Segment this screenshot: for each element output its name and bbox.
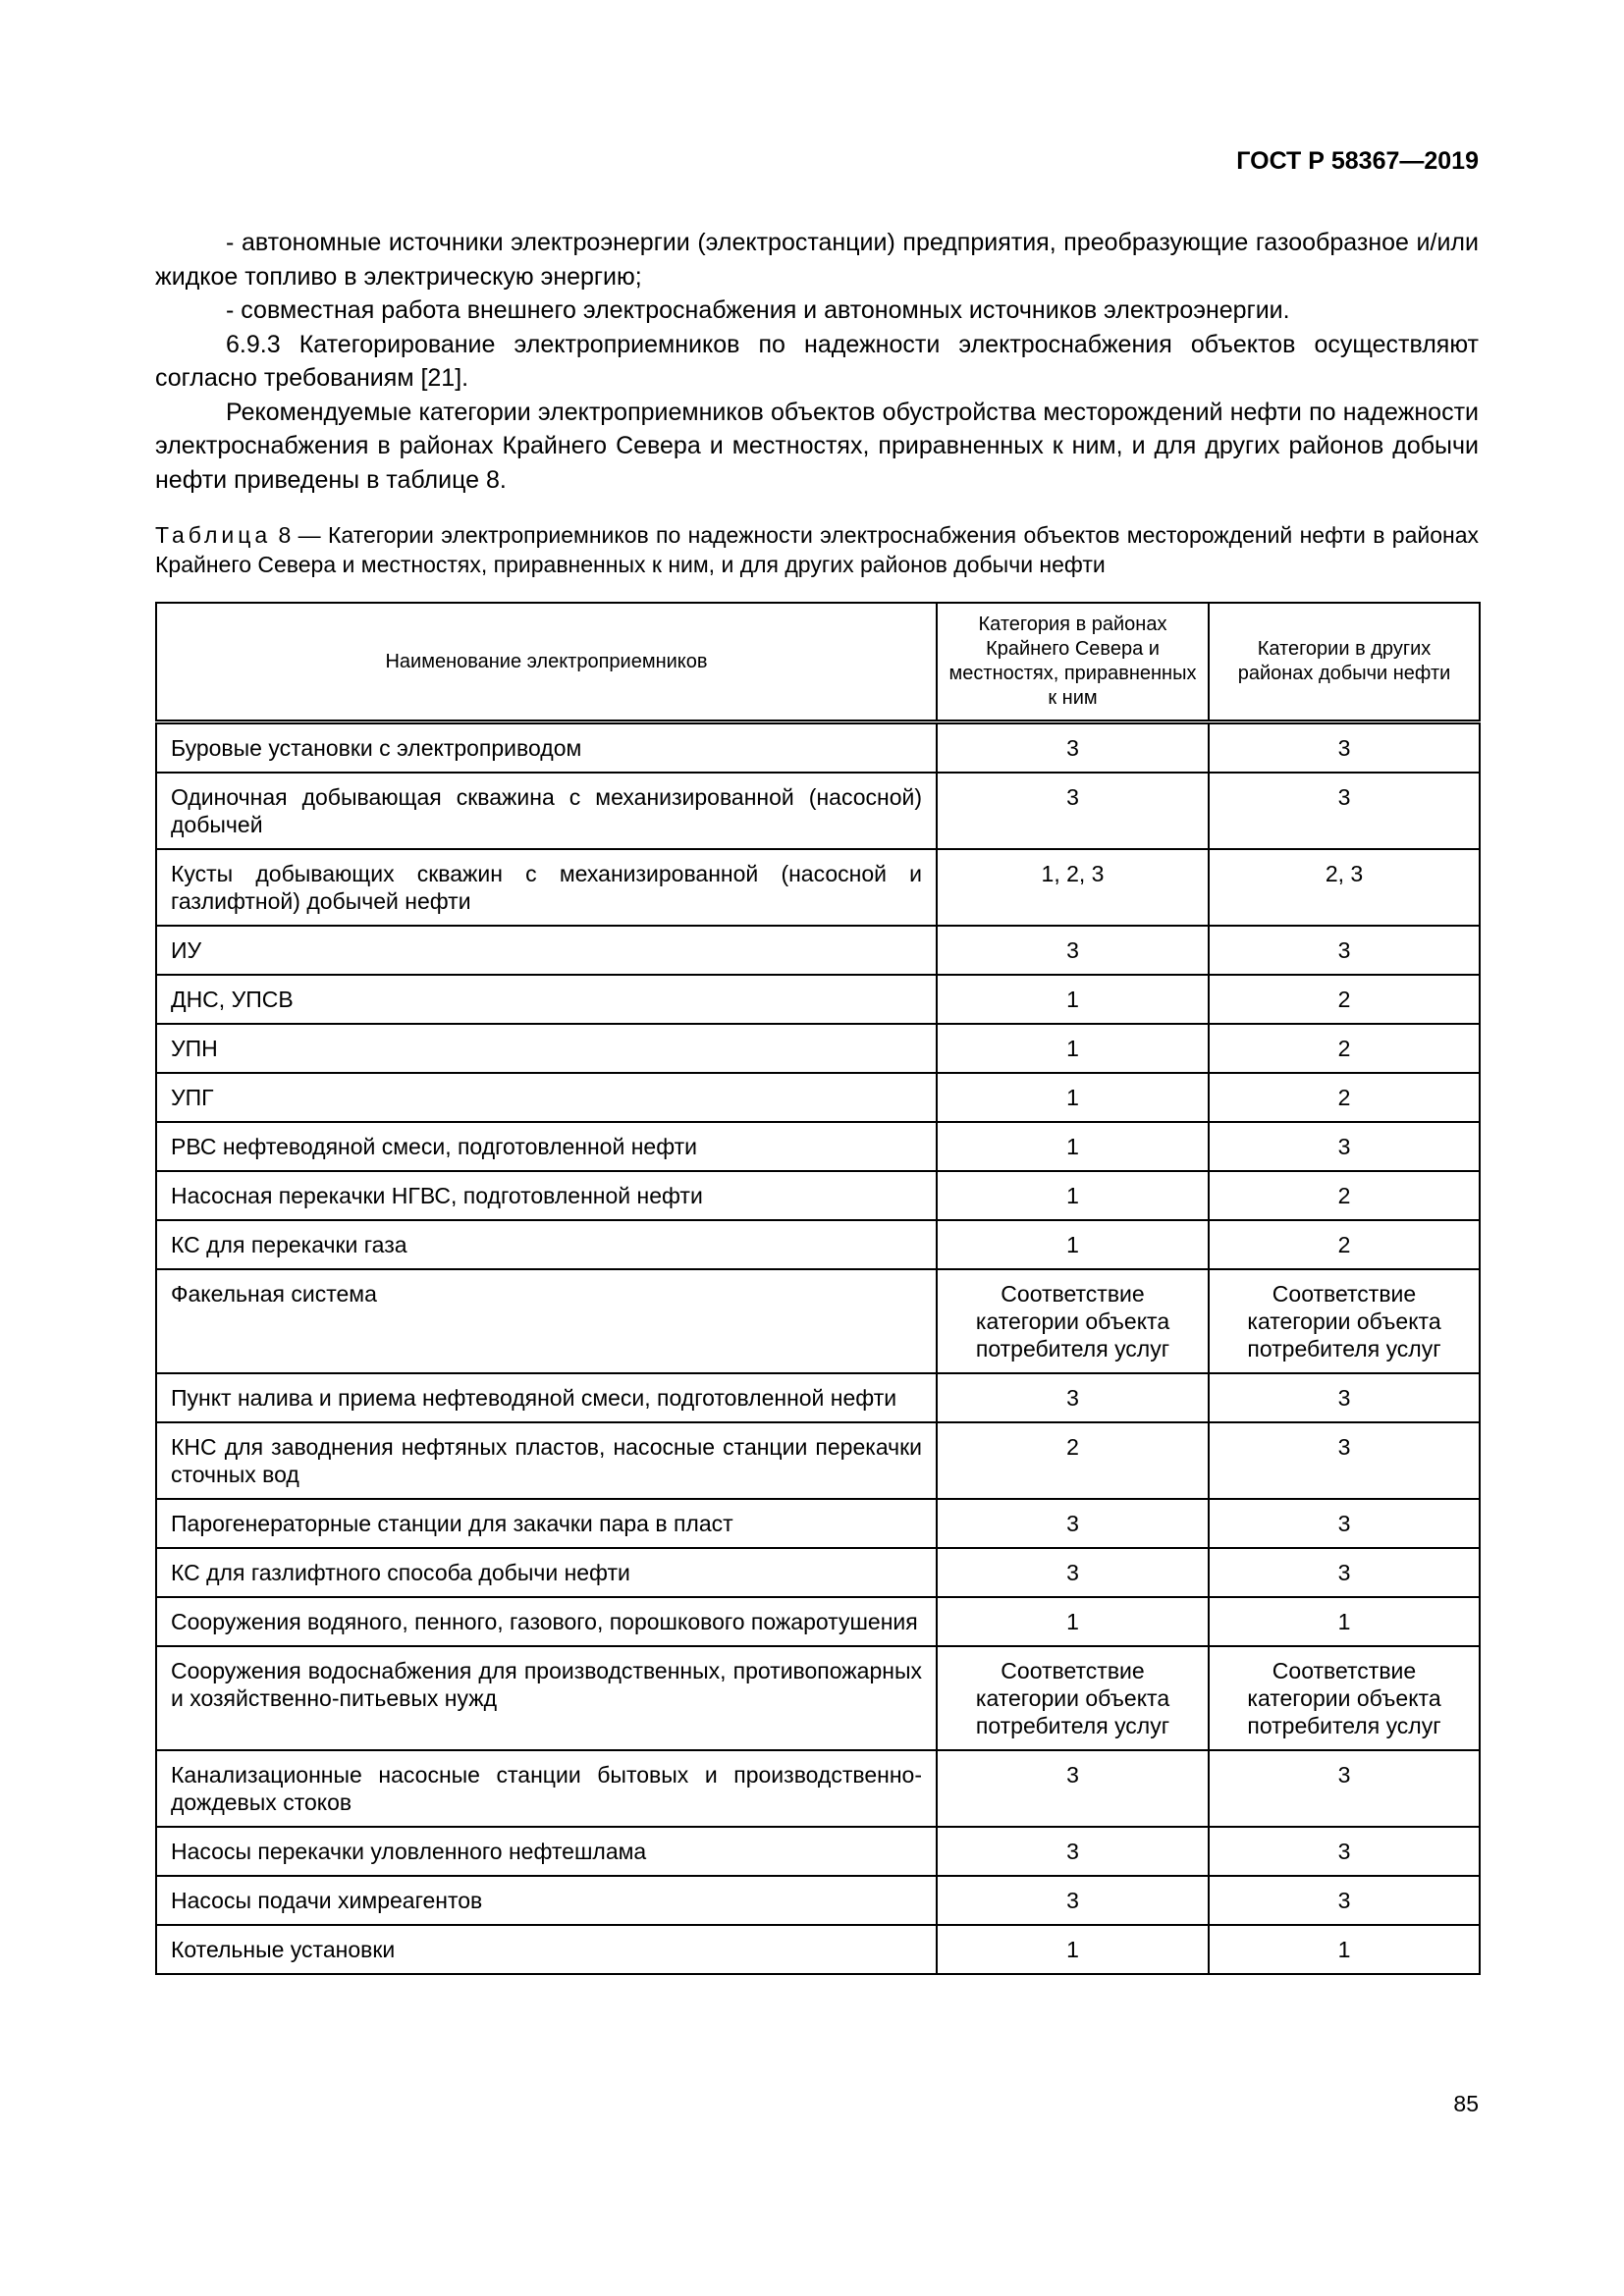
intro-paragraph: Рекомендуемые категории электроприемников объектов обустройства месторождений нефти по надежности электроснабжения в районах Крайнего Севера и местностях, приравненных к ним, и для других районов добычи нефти приведены в таблице 8. xyxy=(155,398,1479,494)
row-north-category-cell: 1 xyxy=(937,1024,1209,1073)
row-name-cell: Сооружения водоснабжения для производственных, противопожарных и хозяйственно-питьевых нужд xyxy=(156,1646,937,1750)
table-row xyxy=(156,1422,1480,1499)
row-name-cell: УПН xyxy=(156,1024,937,1073)
row-north-category-cell: Соответствие категории объекта потребителя услуг xyxy=(937,1646,1209,1750)
row-other-category-cell: 2 xyxy=(1209,1073,1480,1122)
row-north-category-cell: 3 xyxy=(937,1876,1209,1925)
row-other-category-cell: 2 xyxy=(1209,1024,1480,1073)
table-row xyxy=(156,975,1480,1024)
row-other-category-cell: 3 xyxy=(1209,1750,1480,1827)
table-row xyxy=(156,722,1480,774)
row-other-category-cell: 3 xyxy=(1209,1827,1480,1876)
row-other-category-cell: 2 xyxy=(1209,1220,1480,1269)
row-other-category-cell: 2, 3 xyxy=(1209,849,1480,926)
intro-paragraph: 6.9.3 Категорирование электроприемников по надежности электроснабжения объектов осуществляют согласно требованиям [21]. xyxy=(155,330,1479,392)
row-name-cell: УПГ xyxy=(156,1073,937,1122)
table-row xyxy=(156,1548,1480,1597)
row-other-category-cell: 1 xyxy=(1209,1925,1480,1974)
row-other-category-cell: Соответствие категории объекта потребителя услуг xyxy=(1209,1646,1480,1750)
row-north-category-cell: 1 xyxy=(937,1122,1209,1171)
row-other-category-cell: 3 xyxy=(1209,1122,1480,1171)
row-name-cell: ИУ xyxy=(156,926,937,975)
header-north-category: Категория в районах Крайнего Севера и местностях, приравненных к ним xyxy=(937,603,1209,722)
table-row xyxy=(156,1024,1480,1073)
intro-paragraph: - автономные источники электроэнергии (электростанции) предприятия, преобразующие газообразное и/или жидкое топливо в электрическую энергию; xyxy=(155,229,1479,291)
row-north-category-cell: 3 xyxy=(937,1548,1209,1597)
row-north-category-cell: Соответствие категории объекта потребителя услуг xyxy=(937,1269,1209,1373)
row-north-category-cell: 3 xyxy=(937,773,1209,849)
table-row xyxy=(156,1827,1480,1876)
intro-text xyxy=(155,226,1479,497)
table-body xyxy=(156,722,1480,1975)
table-row xyxy=(156,1750,1480,1827)
row-other-category-cell: 1 xyxy=(1209,1597,1480,1646)
row-name-cell: Факельная система xyxy=(156,1269,937,1373)
document-id-header: ГОСТ Р 58367—2019 xyxy=(1236,147,1479,175)
row-name-cell: Буровые установки с электроприводом xyxy=(156,722,937,774)
row-north-category-cell: 3 xyxy=(937,722,1209,774)
row-other-category-cell: 3 xyxy=(1209,773,1480,849)
row-north-category-cell: 2 xyxy=(937,1422,1209,1499)
table-row xyxy=(156,1220,1480,1269)
header-name: Наименование электроприемников xyxy=(156,603,937,722)
row-north-category-cell: 1 xyxy=(937,1925,1209,1974)
table-caption xyxy=(155,520,1479,579)
row-other-category-cell: 3 xyxy=(1209,1373,1480,1422)
table-row xyxy=(156,773,1480,849)
row-north-category-cell: 1 xyxy=(937,1220,1209,1269)
table-row xyxy=(156,1073,1480,1122)
row-name-cell: КС для перекачки газа xyxy=(156,1220,937,1269)
row-name-cell: Насосы перекачки уловленного нефтешлама xyxy=(156,1827,937,1876)
row-name-cell: РВС нефтеводяной смеси, подготовленной нефти xyxy=(156,1122,937,1171)
categories-table xyxy=(155,602,1481,1975)
row-name-cell: Канализационные насосные станции бытовых и производственно-дождевых стоков xyxy=(156,1750,937,1827)
row-other-category-cell: 2 xyxy=(1209,1171,1480,1220)
row-name-cell: Кусты добывающих скважин с механизированной (насосной и газлифтной) добычей нефти xyxy=(156,849,937,926)
page-number: 85 xyxy=(1453,2091,1479,2116)
row-name-cell: Насосная перекачки НГВС, подготовленной нефти xyxy=(156,1171,937,1220)
row-other-category-cell: 3 xyxy=(1209,1499,1480,1548)
table-row xyxy=(156,1122,1480,1171)
row-other-category-cell: 3 xyxy=(1209,722,1480,774)
row-name-cell: Насосы подачи химреагентов xyxy=(156,1876,937,1925)
row-name-cell: Одиночная добывающая скважина с механизированной (насосной) добычей xyxy=(156,773,937,849)
table-row xyxy=(156,926,1480,975)
row-other-category-cell: 2 xyxy=(1209,975,1480,1024)
table-row xyxy=(156,1597,1480,1646)
row-name-cell: Парогенераторные станции для закачки пара в пласт xyxy=(156,1499,937,1548)
row-north-category-cell: 1 xyxy=(937,1073,1209,1122)
row-north-category-cell: 1 xyxy=(937,1597,1209,1646)
row-north-category-cell: 1 xyxy=(937,975,1209,1024)
header-other-category: Категории в других районах добычи нефти xyxy=(1209,603,1480,722)
row-north-category-cell: 3 xyxy=(937,926,1209,975)
row-north-category-cell: 3 xyxy=(937,1373,1209,1422)
row-north-category-cell: 3 xyxy=(937,1499,1209,1548)
table-row xyxy=(156,1269,1480,1373)
row-name-cell: Пункт налива и приема нефтеводяной смеси, подготовленной нефти xyxy=(156,1373,937,1422)
table-row xyxy=(156,849,1480,926)
row-name-cell: ДНС, УПСВ xyxy=(156,975,937,1024)
row-name-cell: КНС для заводнения нефтяных пластов, насосные станции перекачки сточных вод xyxy=(156,1422,937,1499)
table-caption-text: 8 — Категории электроприемников по надежности электроснабжения объектов месторождений нефти в районах Крайнего Севера и местностях, приравненных к ним, и для других районов добычи нефти xyxy=(155,522,1480,577)
table-row xyxy=(156,1499,1480,1548)
row-name-cell: Котельные установки xyxy=(156,1925,937,1974)
row-other-category-cell: 3 xyxy=(1209,926,1480,975)
table-header-row xyxy=(156,603,1480,722)
row-name-cell: КС для газлифтного способа добычи нефти xyxy=(156,1548,937,1597)
row-north-category-cell: 3 xyxy=(937,1750,1209,1827)
table-row xyxy=(156,1373,1480,1422)
row-other-category-cell: Соответствие категории объекта потребителя услуг xyxy=(1209,1269,1480,1373)
table-row xyxy=(156,1171,1480,1220)
table-row xyxy=(156,1876,1480,1925)
intro-paragraph: - совместная работа внешнего электроснабжения и автономных источников электроэнергии. xyxy=(226,296,1290,324)
table-row xyxy=(156,1646,1480,1750)
table-row xyxy=(156,1925,1480,1974)
row-north-category-cell: 3 xyxy=(937,1827,1209,1876)
row-north-category-cell: 1 xyxy=(937,1171,1209,1220)
table-caption-label: Таблица xyxy=(155,522,272,548)
row-north-category-cell: 1, 2, 3 xyxy=(937,849,1209,926)
row-other-category-cell: 3 xyxy=(1209,1422,1480,1499)
row-other-category-cell: 3 xyxy=(1209,1876,1480,1925)
row-other-category-cell: 3 xyxy=(1209,1548,1480,1597)
row-name-cell: Сооружения водяного, пенного, газового, порошкового пожаротушения xyxy=(156,1597,937,1646)
